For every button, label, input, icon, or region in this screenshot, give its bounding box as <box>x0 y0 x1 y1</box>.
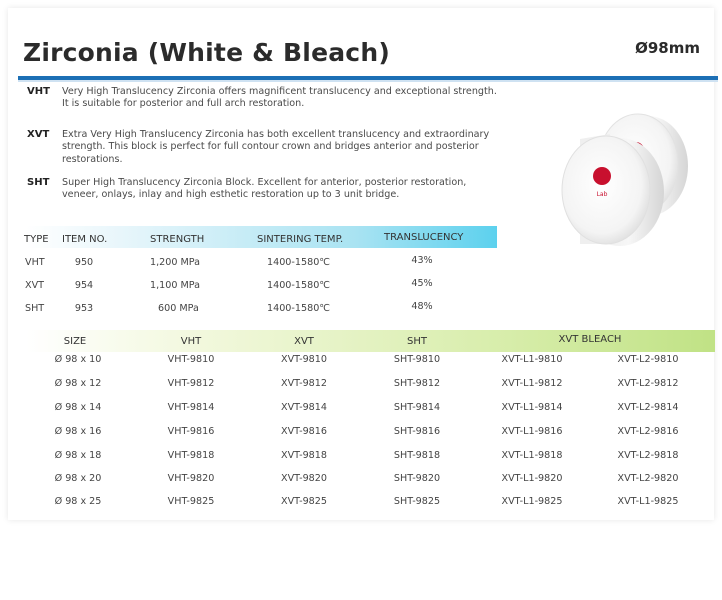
spec-cell-sintering: 1400-1580℃ <box>267 303 331 314</box>
title-underline-shade <box>18 80 718 82</box>
spec-header-item-no: ITEM NO. <box>62 234 108 245</box>
size-header-xvt-bleach: XVT BLEACH <box>558 334 622 345</box>
size-cell-xvt: XVT-9820 <box>281 473 327 484</box>
size-header-sht: SHT <box>407 336 427 347</box>
front-disc-face <box>562 136 650 244</box>
size-cell-xvt: XVT-9810 <box>281 354 327 365</box>
size-cell-xvt-l1: XVT-L1-9818 <box>501 450 563 461</box>
description-text: Very High Translucency Zirconia offers magnificent translucency and exceptional strength. It is suitable for posterior and full arch restoration. <box>62 86 497 110</box>
size-cell-vht: VHT-9825 <box>167 496 215 507</box>
spec-cell-translucency: 45% <box>411 278 433 289</box>
spec-cell-type: XVT <box>25 280 44 291</box>
spec-cell-type: SHT <box>25 303 45 314</box>
description-xvt <box>27 129 497 166</box>
spec-cell-strength: 600 MPa <box>158 303 199 314</box>
size-cell-xvt-l1: XVT-L1-9820 <box>501 473 563 484</box>
size-cell-xvt-l2: XVT-L1-9825 <box>617 496 679 507</box>
size-cell-sht: SHT-9814 <box>393 402 441 413</box>
size-cell-xvt-l1: XVT-L1-9810 <box>501 354 563 365</box>
size-cell-xvt: XVT-9825 <box>281 496 327 507</box>
size-cell-sht: SHT-9816 <box>393 426 441 437</box>
spec-cell-item-no: 950 <box>74 257 94 268</box>
size-cell-vht: VHT-9812 <box>167 378 215 389</box>
spec-cell-strength: 1,100 MPa <box>150 280 201 291</box>
size-cell-xvt-l2: XVT-L2-9812 <box>617 378 679 389</box>
size-cell-xvt-l2: XVT-L2-9810 <box>617 354 679 365</box>
size-cell-size: Ø 98 x 25 <box>54 496 102 507</box>
description-code: VHT <box>27 86 50 97</box>
size-cell-size: Ø 98 x 18 <box>54 450 102 461</box>
spec-cell-item-no: 953 <box>74 303 94 314</box>
description-vht <box>27 86 497 111</box>
size-cell-sht: SHT-9825 <box>393 496 441 507</box>
size-cell-size: Ø 98 x 12 <box>54 378 102 389</box>
size-cell-size: Ø 98 x 20 <box>54 473 102 484</box>
size-header-vht: VHT <box>180 336 202 347</box>
spec-cell-sintering: 1400-1580℃ <box>267 280 331 291</box>
spec-header-strength: STRENGTH <box>150 234 205 245</box>
size-cell-xvt: XVT-9816 <box>281 426 327 437</box>
size-cell-vht: VHT-9810 <box>167 354 215 365</box>
description-code: SHT <box>27 177 50 188</box>
size-cell-size: Ø 98 x 16 <box>54 426 102 437</box>
size-cell-vht: VHT-9818 <box>167 450 215 461</box>
size-cell-vht: VHT-9820 <box>167 473 215 484</box>
size-cell-sht: SHT-9820 <box>393 473 441 484</box>
size-cell-xvt-l2: XVT-L2-9816 <box>617 426 679 437</box>
size-cell-xvt-l2: XVT-L2-9820 <box>617 473 679 484</box>
diameter-label: Ø98mm <box>635 39 700 57</box>
spec-cell-type: VHT <box>25 257 45 268</box>
size-header-size: SIZE <box>63 336 87 347</box>
size-cell-sht: SHT-9812 <box>393 378 441 389</box>
size-cell-sht: SHT-9810 <box>393 354 441 365</box>
size-cell-size: Ø 98 x 14 <box>54 402 102 413</box>
size-cell-xvt-l1: XVT-L1-9825 <box>501 496 563 507</box>
size-cell-xvt-l1: XVT-L1-9814 <box>501 402 563 413</box>
spec-cell-translucency: 48% <box>411 301 433 312</box>
size-cell-xvt-l2: XVT-L2-9814 <box>617 402 679 413</box>
spec-header-type: TYPE <box>24 234 49 245</box>
catalog-page <box>8 8 714 520</box>
description-code: XVT <box>27 129 50 140</box>
size-cell-xvt-l1: XVT-L1-9812 <box>501 378 563 389</box>
size-header-xvt: XVT <box>294 336 314 347</box>
front-disc-logo-icon <box>593 167 611 185</box>
size-cell-xvt-l1: XVT-L1-9816 <box>501 426 563 437</box>
front-disc-logo-text: Lab <box>596 191 608 198</box>
size-cell-xvt: XVT-9814 <box>281 402 327 413</box>
size-cell-xvt: XVT-9818 <box>281 450 327 461</box>
size-cell-vht: VHT-9814 <box>167 402 215 413</box>
size-cell-vht: VHT-9816 <box>167 426 215 437</box>
size-cell-size: Ø 98 x 10 <box>54 354 102 365</box>
description-text: Super High Translucency Zirconia Block. Excellent for anterior, posterior restoration, veneer, onlays, inlay and high esthetic restoration up to 3 unit bridge. <box>62 177 467 201</box>
description-text: Extra Very High Translucency Zirconia has both excellent translucency and extraordinary strength. This block is perfect for full contour crown and bridges anterior and posterior restorations. <box>62 129 490 165</box>
zirconia-disc-image <box>540 104 720 254</box>
page-title: Zirconia (White & Bleach) <box>23 38 390 67</box>
spec-cell-sintering: 1400-1580℃ <box>267 257 331 268</box>
size-cell-xvt-l2: XVT-L2-9818 <box>617 450 679 461</box>
spec-cell-item-no: 954 <box>74 280 94 291</box>
spec-cell-strength: 1,200 MPa <box>150 257 201 268</box>
spec-cell-translucency: 43% <box>411 255 433 266</box>
size-cell-xvt: XVT-9812 <box>281 378 327 389</box>
size-cell-sht: SHT-9818 <box>393 450 441 461</box>
spec-header-sintering-temp: SINTERING TEMP. <box>257 234 344 245</box>
spec-header-translucency: TRANSLUCENCY <box>384 232 464 243</box>
description-sht <box>27 177 497 202</box>
